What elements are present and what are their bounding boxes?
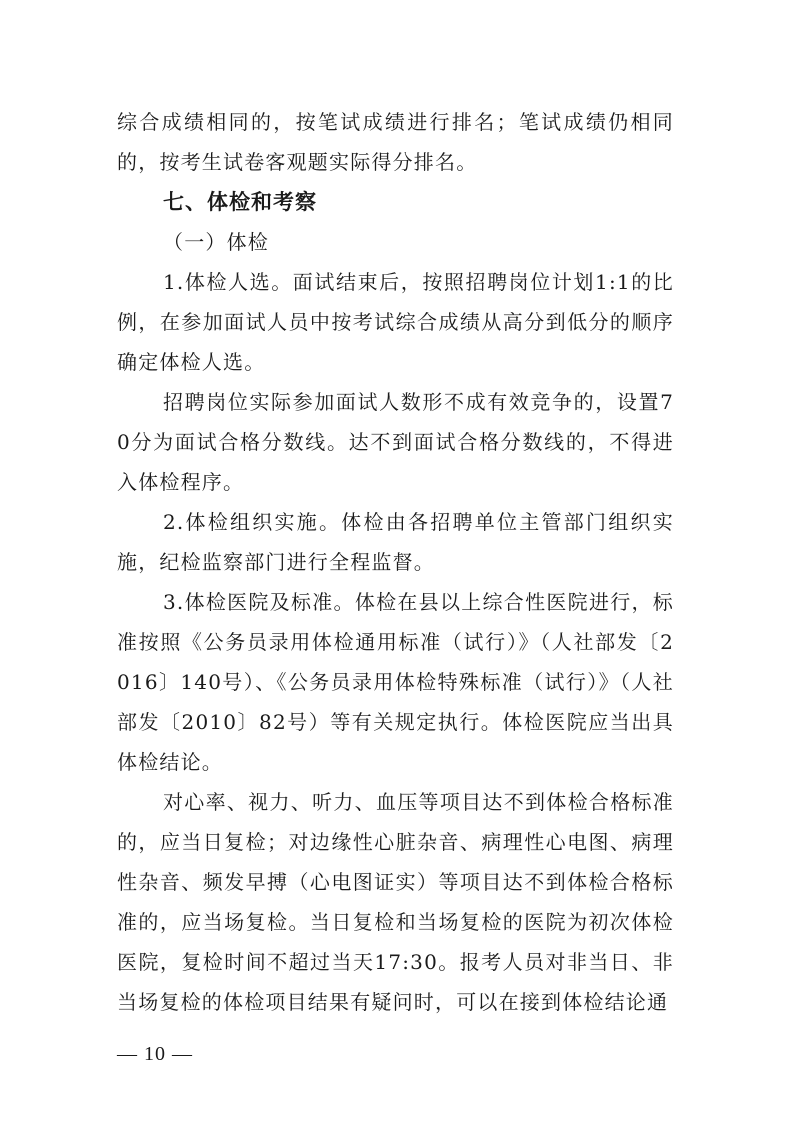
paragraph-hospital-standards: 3.体检医院及标准。体检在县以上综合性医院进行，标准按照《公务员录用体检通用标准（试行）》（人社部发〔2016〕140号）、《公务员录用体检特殊标准（试行）》（人社部发〔2010〕82号）等有关规定执行。体检医院应当出具体检结论。 <box>117 590 674 774</box>
paragraph-passing-score: 招聘岗位实际参加面试人数形不成有效竞争的，设置70分为面试合格分数线。达不到面试合格分数线的，不得进入体检程序。 <box>117 390 674 494</box>
paragraph-organization: 2.体检组织实施。体检由各招聘单位主管部门组织实施，纪检监察部门进行全程监督。 <box>117 510 674 574</box>
page-number: — 10 — <box>117 1043 193 1065</box>
paragraph-continued: 综合成绩相同的，按笔试成绩进行排名；笔试成绩仍相同的，按考生试卷客观题实际得分排名。 <box>117 110 674 174</box>
document-body <box>117 102 674 1022</box>
paragraph-candidate-selection: 1.体检人选。面试结束后，按照招聘岗位计划1:1的比例，在参加面试人员中按考试综合成绩从高分到低分的顺序确定体检人选。 <box>117 270 674 374</box>
section-heading-7: 七、体检和考察 <box>163 190 317 214</box>
paragraph-recheck: 对心率、视力、听力、血压等项目达不到体检合格标准的，应当日复检；对边缘性心脏杂音、病理性心电图、病理性杂音、频发早搏（心电图证实）等项目达不到体检合格标准的，应当场复检。当日复检和当场复检的医院为初次体检医院，复检时间不超过当天17:30。报考人员对非当日、非当场复检的体检项目结果有疑问时，可以在接到体检结论通 <box>117 790 674 1014</box>
subsection-heading-1: （一）体检 <box>163 230 269 254</box>
